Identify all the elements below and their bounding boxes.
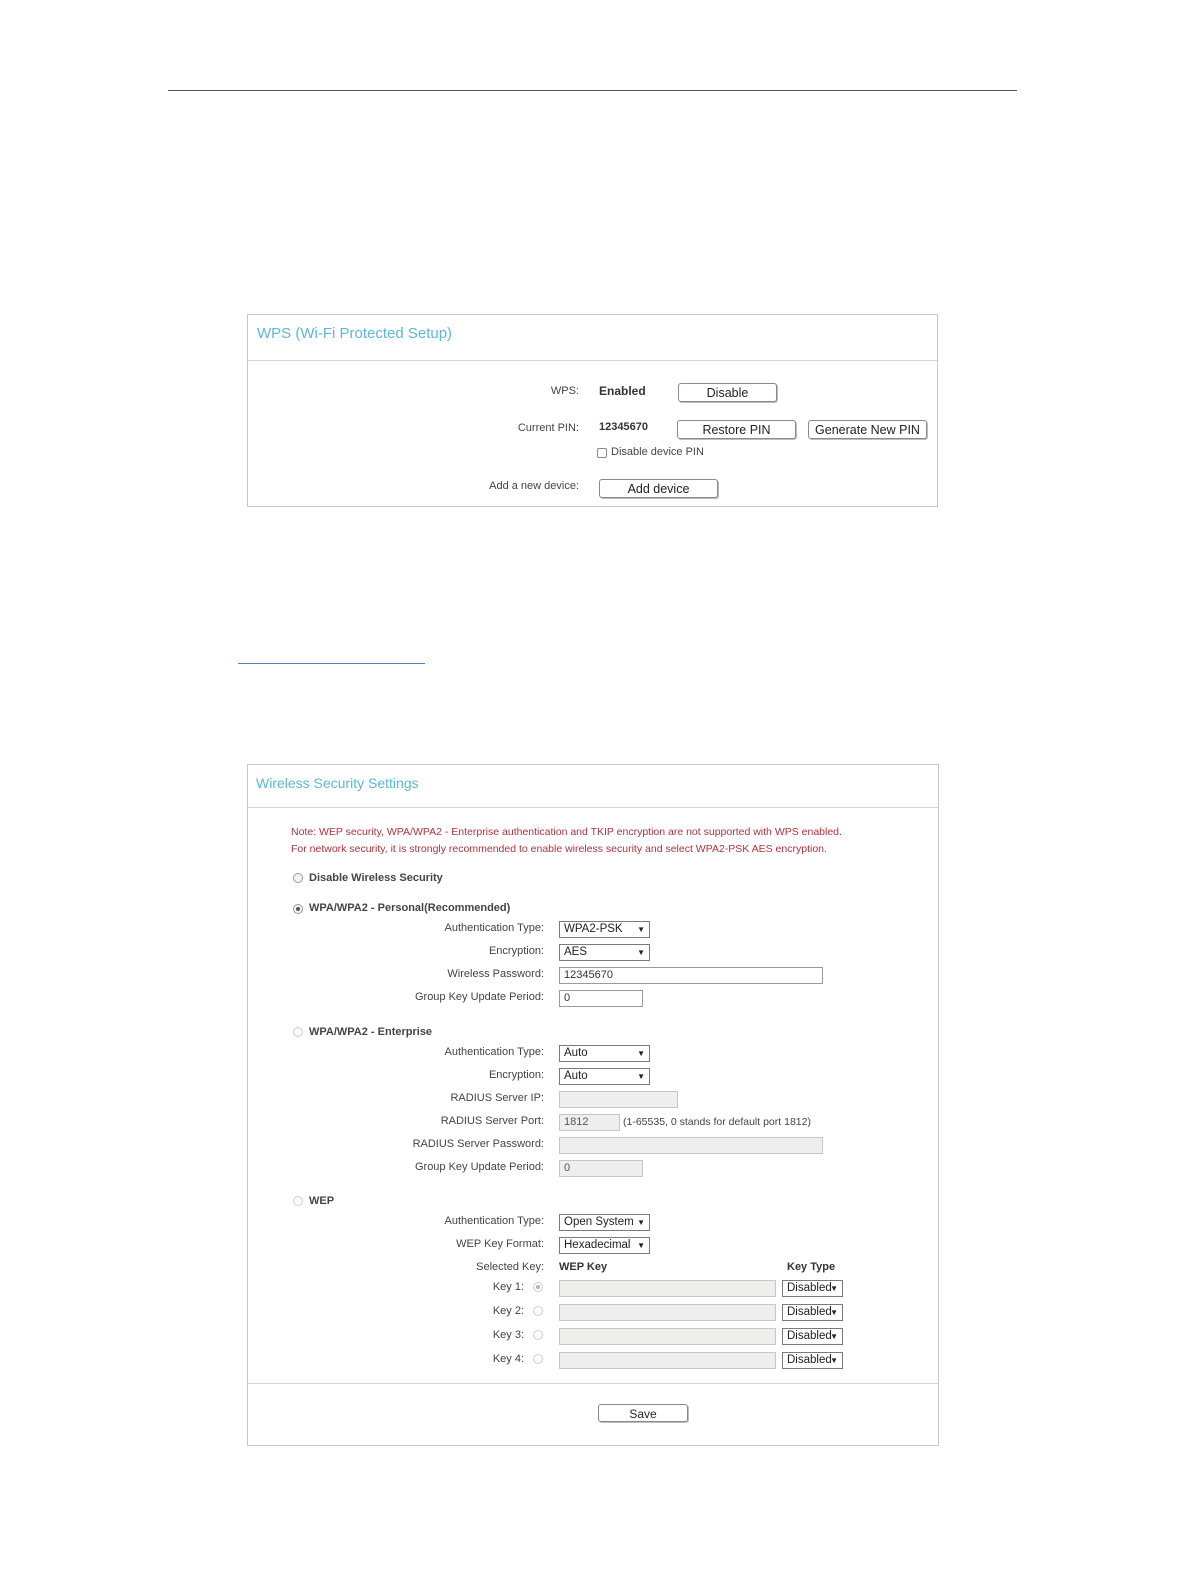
key-2-input[interactable] — [559, 1304, 776, 1321]
wep-auth-select[interactable] — [559, 1214, 650, 1231]
key-3-type-select[interactable] — [782, 1328, 843, 1345]
dropdown-arrow-icon: ▼ — [830, 1356, 838, 1365]
disable-security-label: Disable Wireless Security — [309, 872, 443, 884]
key-type-header: Key Type — [787, 1261, 836, 1273]
personal-label: WPA/WPA2 - Personal(Recommended) — [309, 902, 511, 914]
header-rule — [168, 90, 1017, 91]
personal-auth-select[interactable] — [559, 921, 650, 938]
wep-format-label: WEP Key Format: — [456, 1238, 544, 1250]
enterprise-auth-value: Auto — [564, 1047, 588, 1059]
personal-radio[interactable] — [293, 904, 303, 914]
wep-auth-value: Open System — [564, 1216, 634, 1228]
personal-password-label: Wireless Password: — [447, 968, 544, 980]
wep-key-header: WEP Key — [559, 1261, 608, 1273]
key-1-type-select[interactable] — [782, 1280, 843, 1297]
restore-pin-button[interactable]: Restore PIN — [677, 420, 796, 439]
wps-disable-button[interactable]: Disable — [678, 383, 777, 402]
disable-device-pin-label: Disable device PIN — [611, 446, 704, 458]
key-2-type-select[interactable] — [782, 1304, 843, 1321]
enterprise-enc-label: Encryption: — [488, 1069, 544, 1081]
key-3-radio[interactable] — [533, 1330, 543, 1340]
disable-security-radio[interactable] — [293, 873, 303, 883]
key-2-radio[interactable] — [533, 1306, 543, 1316]
key-3-input[interactable] — [559, 1328, 776, 1345]
disable-device-pin-checkbox[interactable] — [597, 448, 607, 458]
dropdown-arrow-icon: ▼ — [637, 1049, 645, 1058]
security-panel-title: Wireless Security Settings — [248, 765, 938, 808]
enterprise-label: WPA/WPA2 - Enterprise — [309, 1026, 433, 1038]
enterprise-radio[interactable] — [293, 1027, 303, 1037]
personal-enc-value: AES — [564, 946, 588, 958]
dropdown-arrow-icon: ▼ — [637, 1072, 645, 1081]
personal-enc-label: Encryption: — [488, 945, 544, 957]
key-2-type-value: Disabled — [787, 1306, 832, 1318]
enterprise-auth-label: Authentication Type: — [444, 1046, 544, 1058]
add-device-button[interactable]: Add device — [599, 479, 718, 498]
wep-label: WEP — [309, 1195, 335, 1207]
radius-port-hint: (1-65535, 0 stands for default port 1812) — [623, 1116, 811, 1128]
radius-port-input[interactable]: 1812 — [559, 1114, 620, 1131]
key-4-label: Key 4: — [492, 1353, 524, 1365]
add-device-label: Add a new device: — [489, 480, 579, 492]
radius-password-input[interactable] — [559, 1137, 823, 1154]
wps-note-line1: Note: WEP security, WPA/WPA2 - Enterprise authentication and TKIP encryption are not supported with WPS enabled. — [291, 826, 842, 838]
dropdown-arrow-icon: ▼ — [830, 1308, 838, 1317]
dropdown-arrow-icon: ▼ — [830, 1284, 838, 1293]
generate-new-pin-button[interactable]: Generate New PIN — [808, 420, 927, 439]
wps-status: Enabled — [599, 384, 646, 398]
dropdown-arrow-icon: ▼ — [637, 948, 645, 957]
key-4-type-value: Disabled — [787, 1354, 832, 1366]
dropdown-arrow-icon: ▼ — [830, 1332, 838, 1341]
current-pin-label: Current PIN: — [517, 422, 579, 434]
radius-port-label: RADIUS Server Port: — [440, 1115, 544, 1127]
radius-ip-label: RADIUS Server IP: — [450, 1092, 544, 1104]
footer-divider — [248, 1383, 938, 1384]
wps-label: WPS: — [550, 385, 579, 397]
key-3-label: Key 3: — [492, 1329, 524, 1341]
personal-auth-value: WPA2-PSK — [564, 923, 623, 935]
enterprise-enc-value: Auto — [564, 1070, 588, 1082]
enterprise-enc-select[interactable] — [559, 1068, 650, 1085]
key-4-input[interactable] — [559, 1352, 776, 1369]
key-4-type-select[interactable] — [782, 1352, 843, 1369]
dropdown-arrow-icon: ▼ — [637, 1241, 645, 1250]
personal-enc-select[interactable] — [559, 944, 650, 961]
enterprise-group-key-input[interactable]: 0 — [559, 1160, 643, 1177]
wep-radio[interactable] — [293, 1196, 303, 1206]
key-1-radio[interactable] — [533, 1282, 543, 1292]
wep-format-value: Hexadecimal — [564, 1239, 631, 1251]
wep-auth-label: Authentication Type: — [444, 1215, 544, 1227]
security-panel — [247, 764, 939, 1446]
wps-note-line2: For network security, it is strongly recommended to enable wireless security and select WPA2-PSK AES encryption. — [291, 843, 827, 855]
key-1-input[interactable] — [559, 1280, 776, 1297]
personal-group-key-input[interactable]: 0 — [559, 990, 643, 1007]
key-3-type-value: Disabled — [787, 1330, 832, 1342]
key-2-label: Key 2: — [492, 1305, 524, 1317]
key-1-type-value: Disabled — [787, 1282, 832, 1294]
personal-group-key-label: Group Key Update Period: — [414, 991, 544, 1003]
personal-password-input[interactable]: 12345670 — [559, 967, 823, 984]
selected-key-label: Selected Key: — [476, 1261, 544, 1273]
wps-panel-title: WPS (Wi-Fi Protected Setup) — [248, 315, 937, 361]
wps-panel — [247, 314, 938, 507]
enterprise-auth-select[interactable] — [559, 1045, 650, 1062]
save-button[interactable]: Save — [598, 1404, 688, 1422]
dropdown-arrow-icon: ▼ — [637, 1218, 645, 1227]
link-underline — [238, 663, 425, 664]
wep-format-select[interactable] — [559, 1237, 650, 1254]
enterprise-group-key-label: Group Key Update Period: — [414, 1161, 544, 1173]
radius-ip-input[interactable] — [559, 1091, 678, 1108]
key-1-label: Key 1: — [492, 1281, 524, 1293]
dropdown-arrow-icon: ▼ — [637, 925, 645, 934]
radius-password-label: RADIUS Server Password: — [412, 1138, 544, 1150]
current-pin-value: 12345670 — [599, 421, 648, 433]
key-4-radio[interactable] — [533, 1354, 543, 1364]
personal-auth-label: Authentication Type: — [444, 922, 544, 934]
